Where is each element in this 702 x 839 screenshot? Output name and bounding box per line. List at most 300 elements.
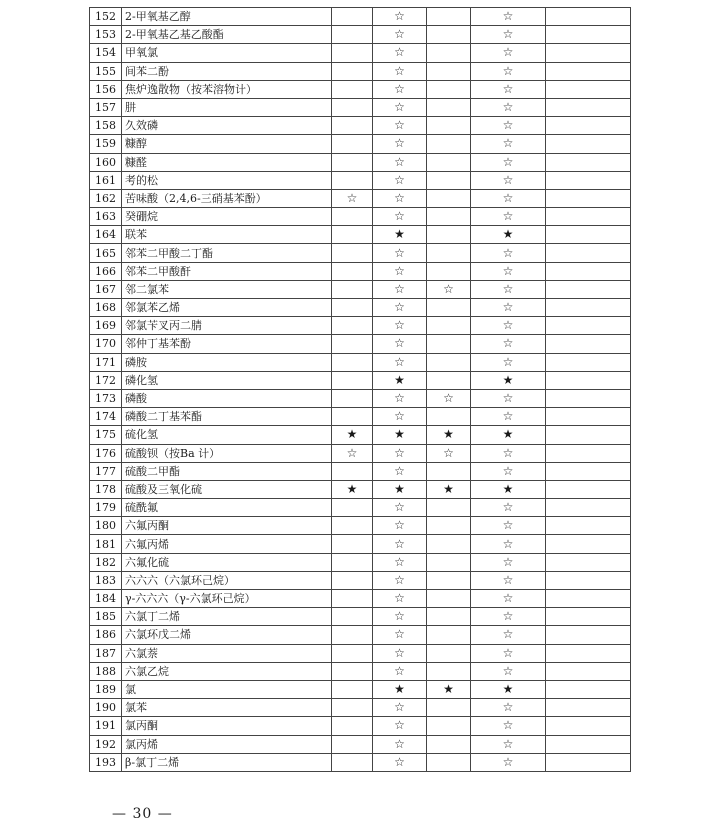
substance-name-cell: 2-甲氧基乙基乙酸酯: [122, 26, 332, 44]
empty-cell: [546, 644, 631, 662]
row-number-cell: 188: [90, 662, 122, 680]
empty-cell: [546, 189, 631, 207]
empty-cell: [546, 571, 631, 589]
mark-cell-1: ★: [332, 426, 373, 444]
mark-cell-4: ☆: [471, 317, 546, 335]
table-row: [90, 426, 631, 444]
empty-cell: [546, 317, 631, 335]
mark-cell-3: [427, 317, 471, 335]
mark-cell-2: ☆: [373, 117, 427, 135]
substance-name-cell: 氯苯: [122, 699, 332, 717]
mark-cell-4: ☆: [471, 280, 546, 298]
empty-cell: [546, 662, 631, 680]
mark-cell-4: ★: [471, 371, 546, 389]
table-row: [90, 44, 631, 62]
mark-cell-1: [332, 262, 373, 280]
mark-cell-3: [427, 517, 471, 535]
table-row: [90, 98, 631, 116]
mark-cell-3: [427, 153, 471, 171]
mark-cell-1: [332, 371, 373, 389]
substance-name-cell: 2-甲氧基乙醇: [122, 8, 332, 26]
table-row: [90, 8, 631, 26]
substance-name-cell: 间苯二酚: [122, 62, 332, 80]
mark-cell-1: [332, 535, 373, 553]
mark-cell-3: [427, 571, 471, 589]
mark-cell-3: [427, 244, 471, 262]
mark-cell-2: ☆: [373, 608, 427, 626]
substance-name-cell: 邻苯二甲酸酐: [122, 262, 332, 280]
mark-cell-4: ☆: [471, 571, 546, 589]
mark-cell-4: ☆: [471, 135, 546, 153]
row-number-cell: 192: [90, 735, 122, 753]
row-number-cell: 158: [90, 117, 122, 135]
empty-cell: [546, 680, 631, 698]
mark-cell-2: ☆: [373, 189, 427, 207]
table-row: [90, 408, 631, 426]
empty-cell: [546, 208, 631, 226]
mark-cell-4: ☆: [471, 699, 546, 717]
mark-cell-4: ☆: [471, 262, 546, 280]
row-number-cell: 176: [90, 444, 122, 462]
substance-name-cell: 六氟丙酮: [122, 517, 332, 535]
row-number-cell: 153: [90, 26, 122, 44]
table-row: [90, 535, 631, 553]
table-row: [90, 644, 631, 662]
mark-cell-2: ☆: [373, 408, 427, 426]
row-number-cell: 175: [90, 426, 122, 444]
empty-cell: [546, 626, 631, 644]
mark-cell-2: ★: [373, 480, 427, 498]
table-row: [90, 335, 631, 353]
mark-cell-1: [332, 699, 373, 717]
mark-cell-1: ★: [332, 480, 373, 498]
mark-cell-3: [427, 462, 471, 480]
substance-name-cell: 焦炉逸散物（按苯溶物计）: [122, 80, 332, 98]
empty-cell: [546, 590, 631, 608]
substance-name-cell: 六氟丙烯: [122, 535, 332, 553]
mark-cell-1: [332, 408, 373, 426]
empty-cell: [546, 8, 631, 26]
row-number-cell: 174: [90, 408, 122, 426]
substance-name-cell: 氯丙烯: [122, 735, 332, 753]
empty-cell: [546, 753, 631, 771]
row-number-cell: 177: [90, 462, 122, 480]
substance-name-cell: 甲氧氯: [122, 44, 332, 62]
row-number-cell: 180: [90, 517, 122, 535]
table-row: [90, 517, 631, 535]
mark-cell-2: ☆: [373, 353, 427, 371]
row-number-cell: 160: [90, 153, 122, 171]
table-row: [90, 608, 631, 626]
table-row: [90, 244, 631, 262]
substance-table: [89, 7, 631, 772]
mark-cell-2: ☆: [373, 8, 427, 26]
mark-cell-3: [427, 535, 471, 553]
mark-cell-3: ☆: [427, 280, 471, 298]
mark-cell-1: ☆: [332, 444, 373, 462]
mark-cell-3: [427, 371, 471, 389]
empty-cell: [546, 226, 631, 244]
empty-cell: [546, 371, 631, 389]
row-number-cell: 170: [90, 335, 122, 353]
empty-cell: [546, 26, 631, 44]
row-number-cell: 189: [90, 680, 122, 698]
empty-cell: [546, 117, 631, 135]
substance-name-cell: 六氯萘: [122, 644, 332, 662]
substance-name-cell: 硫酸钡（按Ba 计）: [122, 444, 332, 462]
mark-cell-1: [332, 462, 373, 480]
row-number-cell: 178: [90, 480, 122, 498]
substance-name-cell: 氯丙酮: [122, 717, 332, 735]
table-body: [90, 8, 631, 772]
row-number-cell: 172: [90, 371, 122, 389]
row-number-cell: 168: [90, 299, 122, 317]
substance-name-cell: 糠醛: [122, 153, 332, 171]
substance-name-cell: 六氯乙烷: [122, 662, 332, 680]
mark-cell-1: [332, 153, 373, 171]
table-row: [90, 226, 631, 244]
row-number-cell: 162: [90, 189, 122, 207]
mark-cell-4: ☆: [471, 462, 546, 480]
mark-cell-2: ☆: [373, 153, 427, 171]
mark-cell-3: [427, 98, 471, 116]
empty-cell: [546, 280, 631, 298]
mark-cell-4: ☆: [471, 62, 546, 80]
mark-cell-1: ☆: [332, 189, 373, 207]
mark-cell-2: ☆: [373, 44, 427, 62]
mark-cell-4: ☆: [471, 98, 546, 116]
row-number-cell: 191: [90, 717, 122, 735]
substance-name-cell: 磷化氢: [122, 371, 332, 389]
substance-name-cell: 邻苯二甲酸二丁酯: [122, 244, 332, 262]
mark-cell-2: ☆: [373, 717, 427, 735]
mark-cell-4: ☆: [471, 244, 546, 262]
mark-cell-4: ☆: [471, 171, 546, 189]
table-row: [90, 571, 631, 589]
empty-cell: [546, 135, 631, 153]
substance-name-cell: 六氯环戊二烯: [122, 626, 332, 644]
mark-cell-1: [332, 226, 373, 244]
table-row: [90, 499, 631, 517]
mark-cell-3: [427, 753, 471, 771]
table-row: [90, 208, 631, 226]
empty-cell: [546, 353, 631, 371]
mark-cell-4: ☆: [471, 117, 546, 135]
mark-cell-3: [427, 8, 471, 26]
mark-cell-1: [332, 26, 373, 44]
substance-name-cell: γ-六六六（γ-六氯环己烷）: [122, 590, 332, 608]
substance-name-cell: 硫化氢: [122, 426, 332, 444]
substance-name-cell: 苦味酸（2,4,6-三硝基苯酚）: [122, 189, 332, 207]
mark-cell-1: [332, 389, 373, 407]
empty-cell: [546, 426, 631, 444]
mark-cell-4: ☆: [471, 26, 546, 44]
table-row: [90, 117, 631, 135]
mark-cell-2: ☆: [373, 280, 427, 298]
substance-name-cell: 邻氯苯乙烯: [122, 299, 332, 317]
mark-cell-1: [332, 553, 373, 571]
empty-cell: [546, 299, 631, 317]
mark-cell-2: ☆: [373, 571, 427, 589]
row-number-cell: 193: [90, 753, 122, 771]
mark-cell-3: [427, 26, 471, 44]
mark-cell-4: ☆: [471, 644, 546, 662]
row-number-cell: 183: [90, 571, 122, 589]
row-number-cell: 184: [90, 590, 122, 608]
mark-cell-1: [332, 280, 373, 298]
table-row: [90, 717, 631, 735]
mark-cell-2: ☆: [373, 517, 427, 535]
mark-cell-4: ☆: [471, 299, 546, 317]
mark-cell-4: ☆: [471, 626, 546, 644]
mark-cell-4: ☆: [471, 717, 546, 735]
mark-cell-3: [427, 80, 471, 98]
row-number-cell: 186: [90, 626, 122, 644]
mark-cell-4: ☆: [471, 553, 546, 571]
table-row: [90, 80, 631, 98]
table-row: [90, 735, 631, 753]
mark-cell-1: [332, 608, 373, 626]
mark-cell-1: [332, 735, 373, 753]
substance-name-cell: 硫酸二甲酯: [122, 462, 332, 480]
empty-cell: [546, 44, 631, 62]
mark-cell-3: [427, 117, 471, 135]
mark-cell-4: ☆: [471, 590, 546, 608]
mark-cell-1: [332, 208, 373, 226]
mark-cell-3: [427, 499, 471, 517]
mark-cell-4: ☆: [471, 735, 546, 753]
row-number-cell: 165: [90, 244, 122, 262]
empty-cell: [546, 535, 631, 553]
mark-cell-3: ★: [427, 480, 471, 498]
mark-cell-2: ☆: [373, 662, 427, 680]
row-number-cell: 187: [90, 644, 122, 662]
mark-cell-2: ☆: [373, 389, 427, 407]
mark-cell-2: ☆: [373, 80, 427, 98]
row-number-cell: 161: [90, 171, 122, 189]
substance-name-cell: 邻二氯苯: [122, 280, 332, 298]
mark-cell-2: ☆: [373, 135, 427, 153]
substance-name-cell: 六氟化硫: [122, 553, 332, 571]
mark-cell-1: [332, 644, 373, 662]
mark-cell-2: ☆: [373, 208, 427, 226]
substance-name-cell: 六氯丁二烯: [122, 608, 332, 626]
mark-cell-2: ☆: [373, 626, 427, 644]
mark-cell-2: ☆: [373, 735, 427, 753]
substance-name-cell: 硫酸及三氧化硫: [122, 480, 332, 498]
mark-cell-3: [427, 590, 471, 608]
mark-cell-1: [332, 244, 373, 262]
mark-cell-4: ☆: [471, 153, 546, 171]
mark-cell-2: ★: [373, 426, 427, 444]
mark-cell-1: [332, 80, 373, 98]
mark-cell-2: ☆: [373, 317, 427, 335]
mark-cell-4: ☆: [471, 389, 546, 407]
mark-cell-2: ☆: [373, 299, 427, 317]
mark-cell-1: [332, 317, 373, 335]
mark-cell-4: ★: [471, 426, 546, 444]
mark-cell-3: [427, 353, 471, 371]
table-row: [90, 262, 631, 280]
mark-cell-1: [332, 299, 373, 317]
table-row: [90, 462, 631, 480]
table-row: [90, 626, 631, 644]
mark-cell-4: ☆: [471, 208, 546, 226]
mark-cell-3: [427, 335, 471, 353]
row-number-cell: 182: [90, 553, 122, 571]
mark-cell-2: ☆: [373, 262, 427, 280]
substance-name-cell: β-氯丁二烯: [122, 753, 332, 771]
empty-cell: [546, 735, 631, 753]
row-number-cell: 154: [90, 44, 122, 62]
mark-cell-4: ☆: [471, 408, 546, 426]
empty-cell: [546, 517, 631, 535]
mark-cell-2: ☆: [373, 444, 427, 462]
table-row: [90, 389, 631, 407]
mark-cell-4: ★: [471, 480, 546, 498]
table-row: [90, 280, 631, 298]
mark-cell-3: [427, 226, 471, 244]
empty-cell: [546, 62, 631, 80]
mark-cell-1: [332, 171, 373, 189]
mark-cell-1: [332, 680, 373, 698]
row-number-cell: 164: [90, 226, 122, 244]
table-row: [90, 699, 631, 717]
row-number-cell: 181: [90, 535, 122, 553]
mark-cell-3: [427, 626, 471, 644]
empty-cell: [546, 462, 631, 480]
empty-cell: [546, 699, 631, 717]
mark-cell-1: [332, 353, 373, 371]
table-row: [90, 553, 631, 571]
substance-name-cell: 磷酸: [122, 389, 332, 407]
mark-cell-2: ★: [373, 371, 427, 389]
mark-cell-4: ☆: [471, 517, 546, 535]
mark-cell-2: ☆: [373, 62, 427, 80]
mark-cell-3: ★: [427, 426, 471, 444]
row-number-cell: 152: [90, 8, 122, 26]
empty-cell: [546, 80, 631, 98]
mark-cell-1: [332, 98, 373, 116]
substance-name-cell: 磷酸二丁基苯酯: [122, 408, 332, 426]
mark-cell-3: ★: [427, 680, 471, 698]
mark-cell-4: ☆: [471, 535, 546, 553]
row-number-cell: 185: [90, 608, 122, 626]
substance-name-cell: 硫酰氟: [122, 499, 332, 517]
mark-cell-4: ☆: [471, 608, 546, 626]
mark-cell-3: [427, 62, 471, 80]
mark-cell-3: [427, 735, 471, 753]
mark-cell-2: ☆: [373, 590, 427, 608]
mark-cell-3: [427, 408, 471, 426]
mark-cell-3: [427, 189, 471, 207]
mark-cell-1: [332, 590, 373, 608]
mark-cell-3: [427, 135, 471, 153]
mark-cell-2: ☆: [373, 535, 427, 553]
table-row: [90, 444, 631, 462]
mark-cell-2: ★: [373, 226, 427, 244]
row-number-cell: 156: [90, 80, 122, 98]
mark-cell-2: ☆: [373, 499, 427, 517]
table-row: [90, 753, 631, 771]
mark-cell-4: ☆: [471, 80, 546, 98]
mark-cell-3: ☆: [427, 389, 471, 407]
mark-cell-2: ☆: [373, 753, 427, 771]
substance-name-cell: 氯: [122, 680, 332, 698]
row-number-cell: 171: [90, 353, 122, 371]
row-number-cell: 157: [90, 98, 122, 116]
empty-cell: [546, 389, 631, 407]
mark-cell-4: ☆: [471, 44, 546, 62]
mark-cell-2: ☆: [373, 171, 427, 189]
row-number-cell: 169: [90, 317, 122, 335]
mark-cell-2: ☆: [373, 244, 427, 262]
table-row: [90, 662, 631, 680]
mark-cell-4: ☆: [471, 335, 546, 353]
empty-cell: [546, 153, 631, 171]
mark-cell-2: ☆: [373, 699, 427, 717]
row-number-cell: 155: [90, 62, 122, 80]
empty-cell: [546, 262, 631, 280]
table-row: [90, 480, 631, 498]
table-row: [90, 353, 631, 371]
substance-name-cell: 六六六（六氯环己烷）: [122, 571, 332, 589]
empty-cell: [546, 408, 631, 426]
row-number-cell: 163: [90, 208, 122, 226]
mark-cell-3: [427, 299, 471, 317]
row-number-cell: 167: [90, 280, 122, 298]
mark-cell-4: ☆: [471, 189, 546, 207]
empty-cell: [546, 335, 631, 353]
table-row: [90, 371, 631, 389]
empty-cell: [546, 553, 631, 571]
mark-cell-1: [332, 135, 373, 153]
substance-name-cell: 考的松: [122, 171, 332, 189]
mark-cell-2: ☆: [373, 553, 427, 571]
mark-cell-2: ☆: [373, 644, 427, 662]
mark-cell-4: ☆: [471, 499, 546, 517]
row-number-cell: 166: [90, 262, 122, 280]
table-row: [90, 317, 631, 335]
empty-cell: [546, 480, 631, 498]
row-number-cell: 159: [90, 135, 122, 153]
mark-cell-1: [332, 44, 373, 62]
empty-cell: [546, 244, 631, 262]
row-number-cell: 179: [90, 499, 122, 517]
mark-cell-2: ★: [373, 680, 427, 698]
mark-cell-1: [332, 571, 373, 589]
empty-cell: [546, 499, 631, 517]
mark-cell-2: ☆: [373, 98, 427, 116]
substance-name-cell: 磷胺: [122, 353, 332, 371]
table-row: [90, 680, 631, 698]
mark-cell-4: ☆: [471, 662, 546, 680]
mark-cell-1: [332, 626, 373, 644]
mark-cell-3: [427, 208, 471, 226]
empty-cell: [546, 608, 631, 626]
mark-cell-4: ★: [471, 680, 546, 698]
mark-cell-1: [332, 8, 373, 26]
mark-cell-1: [332, 62, 373, 80]
table-row: [90, 590, 631, 608]
substance-name-cell: 久效磷: [122, 117, 332, 135]
row-number-cell: 173: [90, 389, 122, 407]
empty-cell: [546, 717, 631, 735]
mark-cell-1: [332, 662, 373, 680]
mark-cell-3: [427, 44, 471, 62]
mark-cell-4: ☆: [471, 753, 546, 771]
mark-cell-3: [427, 262, 471, 280]
